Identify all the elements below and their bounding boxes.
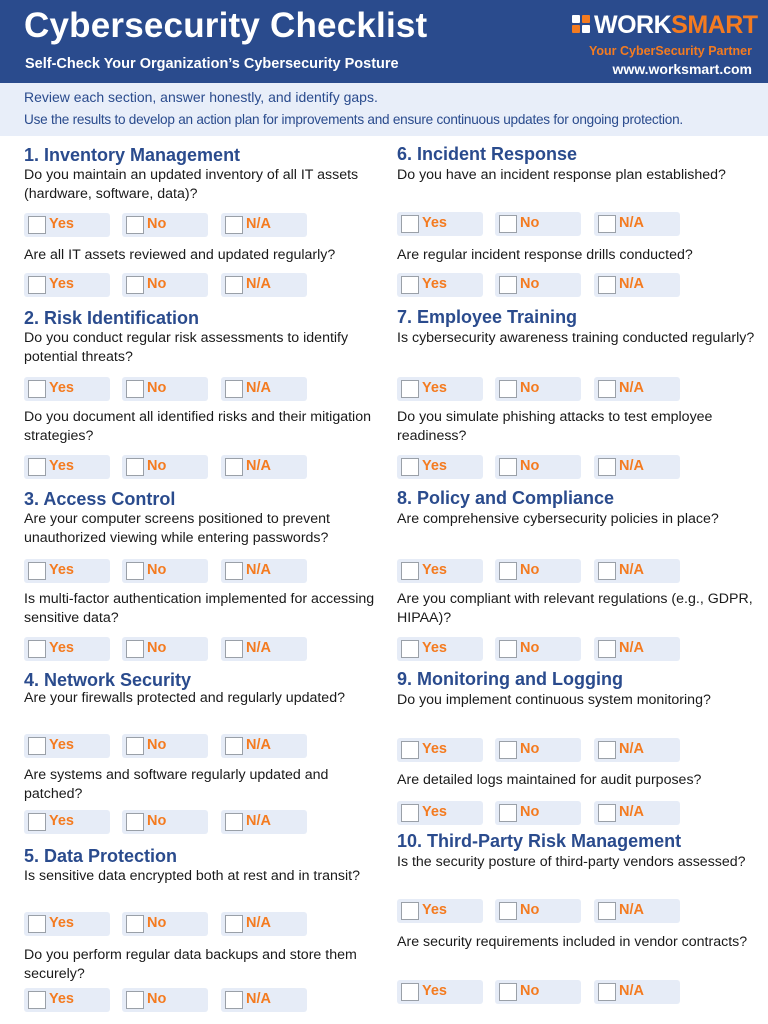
option-label: N/A xyxy=(619,804,644,820)
checkbox-yes[interactable] xyxy=(401,215,419,233)
checkbox-no[interactable] xyxy=(499,640,517,658)
checkbox-na[interactable] xyxy=(225,380,243,398)
option-yes[interactable] xyxy=(397,738,483,762)
checkbox-na[interactable] xyxy=(225,458,243,476)
checkbox-yes[interactable] xyxy=(28,991,46,1009)
option-yes[interactable] xyxy=(24,377,110,401)
option-na[interactable] xyxy=(594,801,680,825)
checkbox-yes[interactable] xyxy=(401,741,419,759)
checkbox-no[interactable] xyxy=(126,737,144,755)
checkbox-na[interactable] xyxy=(225,813,243,831)
section-title: 9. Monitoring and Logging xyxy=(397,669,623,689)
section-title: 3. Access Control xyxy=(24,489,176,509)
question-text: Do you simulate phishing attacks to test employee readiness? xyxy=(397,409,713,444)
option-label: Yes xyxy=(422,215,447,231)
option-label: No xyxy=(147,737,167,753)
checkbox-yes[interactable] xyxy=(28,915,46,933)
checkbox-na[interactable] xyxy=(598,902,616,920)
option-no[interactable] xyxy=(495,980,581,1004)
option-label: No xyxy=(520,562,540,578)
option-na[interactable] xyxy=(594,273,680,297)
checkbox-no[interactable] xyxy=(126,991,144,1009)
checkbox-yes[interactable] xyxy=(28,737,46,755)
checkbox-no[interactable] xyxy=(499,741,517,759)
option-yes[interactable] xyxy=(24,637,110,661)
option-no[interactable] xyxy=(495,559,581,583)
checkbox-no[interactable] xyxy=(499,562,517,580)
option-no[interactable] xyxy=(495,377,581,401)
option-na[interactable] xyxy=(594,637,680,661)
checkbox-na[interactable] xyxy=(598,804,616,822)
checkbox-yes[interactable] xyxy=(401,562,419,580)
option-label: No xyxy=(147,640,167,656)
checkbox-na[interactable] xyxy=(225,915,243,933)
option-label: Yes xyxy=(422,902,447,918)
option-label: No xyxy=(147,991,167,1007)
option-label: N/A xyxy=(246,458,271,474)
option-label: Yes xyxy=(422,458,447,474)
checkbox-yes[interactable] xyxy=(28,458,46,476)
checkbox-no[interactable] xyxy=(126,458,144,476)
question-text: Are all IT assets reviewed and updated regularly? xyxy=(24,247,336,263)
website-url: www.worksmart.com xyxy=(612,61,752,77)
checkbox-na[interactable] xyxy=(598,215,616,233)
option-no[interactable] xyxy=(122,734,208,758)
option-no[interactable] xyxy=(122,559,208,583)
option-na[interactable] xyxy=(221,810,307,834)
option-label: No xyxy=(147,216,167,232)
option-na[interactable] xyxy=(221,377,307,401)
option-label: No xyxy=(520,983,540,999)
section-title: 6. Incident Response xyxy=(397,144,578,164)
question-text: Do you implement continuous system monitoring? xyxy=(397,692,711,708)
checkbox-yes[interactable] xyxy=(401,380,419,398)
option-yes[interactable] xyxy=(397,273,483,297)
checkbox-no[interactable] xyxy=(499,276,517,294)
checkbox-na[interactable] xyxy=(225,562,243,580)
question-text: Are you compliant with relevant regulations (e.g., GDPR, HIPAA)? xyxy=(397,591,753,626)
checkbox-yes[interactable] xyxy=(401,902,419,920)
page-title: Cybersecurity Checklist xyxy=(24,6,428,45)
option-yes[interactable] xyxy=(397,637,483,661)
question-text: Are comprehensive cybersecurity policies in place? xyxy=(397,511,719,527)
option-label: No xyxy=(147,562,167,578)
checkbox-yes[interactable] xyxy=(401,276,419,294)
checkbox-yes[interactable] xyxy=(401,640,419,658)
option-label: No xyxy=(520,804,540,820)
question-text: Do you maintain an updated inventory of all IT assets (hardware, software, data)? xyxy=(24,167,359,202)
checkbox-no[interactable] xyxy=(499,215,517,233)
page-subtitle: Self-Check Your Organization’s Cybersecurity Posture xyxy=(25,56,399,72)
option-yes[interactable] xyxy=(397,377,483,401)
logo-mark-icon xyxy=(572,15,591,34)
option-label: No xyxy=(520,902,540,918)
option-label: Yes xyxy=(49,640,74,656)
checkbox-yes[interactable] xyxy=(401,458,419,476)
option-label: Yes xyxy=(49,216,74,232)
option-label: Yes xyxy=(49,737,74,753)
section-title: 7. Employee Training xyxy=(397,307,578,327)
question-text: Is multi-factor authentication implemented for accessing sensitive data? xyxy=(24,591,375,626)
question-text: Do you conduct regular risk assessments to identify potential threats? xyxy=(24,330,349,365)
option-no[interactable] xyxy=(122,213,208,237)
checkbox-no[interactable] xyxy=(126,562,144,580)
question-text: Are detailed logs maintained for audit purposes? xyxy=(397,772,702,788)
option-no[interactable] xyxy=(495,273,581,297)
option-label: No xyxy=(520,380,540,396)
checkbox-yes[interactable] xyxy=(28,276,46,294)
option-no[interactable] xyxy=(495,899,581,923)
option-yes[interactable] xyxy=(397,559,483,583)
option-yes[interactable] xyxy=(24,273,110,297)
option-yes[interactable] xyxy=(24,455,110,479)
option-na[interactable] xyxy=(221,912,307,936)
option-label: N/A xyxy=(619,276,644,292)
option-label: No xyxy=(520,215,540,231)
checkbox-yes[interactable] xyxy=(28,380,46,398)
option-no[interactable] xyxy=(122,988,208,1012)
option-na[interactable] xyxy=(221,734,307,758)
question-text: Is sensitive data encrypted both at rest and in transit? xyxy=(24,868,360,884)
option-na[interactable] xyxy=(221,559,307,583)
option-yes[interactable] xyxy=(397,212,483,236)
option-no[interactable] xyxy=(122,273,208,297)
checkbox-no[interactable] xyxy=(499,902,517,920)
option-na[interactable] xyxy=(221,213,307,237)
checkbox-na[interactable] xyxy=(225,216,243,234)
option-label: No xyxy=(520,276,540,292)
option-label: Yes xyxy=(49,915,74,931)
option-label: No xyxy=(147,813,167,829)
option-yes[interactable] xyxy=(24,912,110,936)
option-label: Yes xyxy=(49,991,74,1007)
checkbox-na[interactable] xyxy=(598,741,616,759)
option-no[interactable] xyxy=(122,912,208,936)
question-text: Is the security posture of third-party vendors assessed? xyxy=(397,854,746,870)
option-label: No xyxy=(520,640,540,656)
option-no[interactable] xyxy=(495,738,581,762)
checkbox-yes[interactable] xyxy=(28,813,46,831)
option-label: No xyxy=(147,276,167,292)
section-title: 10. Third-Party Risk Management xyxy=(397,831,682,851)
checkbox-na[interactable] xyxy=(598,983,616,1001)
intro-line-2: Use the results to develop an action plan for improvements and ensure continuous updates for ongoing protection. xyxy=(24,112,683,127)
checkbox-no[interactable] xyxy=(126,915,144,933)
option-label: N/A xyxy=(246,915,271,931)
option-label: Yes xyxy=(49,562,74,578)
option-na[interactable] xyxy=(594,455,680,479)
option-label: N/A xyxy=(246,562,271,578)
option-yes[interactable] xyxy=(24,734,110,758)
checkbox-na[interactable] xyxy=(598,640,616,658)
question-text: Are regular incident response drills conducted? xyxy=(397,247,693,263)
option-label: N/A xyxy=(619,640,644,656)
option-label: Yes xyxy=(49,813,74,829)
checkbox-no[interactable] xyxy=(126,276,144,294)
intro-line-1: Review each section, answer honestly, and identify gaps. xyxy=(24,89,378,105)
option-label: Yes xyxy=(422,983,447,999)
option-no[interactable] xyxy=(495,801,581,825)
option-no[interactable] xyxy=(122,637,208,661)
question-text: Are your computer screens positioned to prevent unauthorized viewing while entering passwords? xyxy=(24,511,330,546)
option-label: N/A xyxy=(246,216,271,232)
option-label: No xyxy=(147,380,167,396)
option-no[interactable] xyxy=(122,455,208,479)
question-text: Is cybersecurity awareness training conducted regularly? xyxy=(397,330,755,346)
checkbox-yes[interactable] xyxy=(401,983,419,1001)
checkbox-yes[interactable] xyxy=(28,216,46,234)
section-title: 1. Inventory Management xyxy=(24,145,241,165)
checkbox-na[interactable] xyxy=(598,562,616,580)
option-yes[interactable] xyxy=(397,455,483,479)
option-label: No xyxy=(520,741,540,757)
option-label: N/A xyxy=(619,902,644,918)
checkbox-no[interactable] xyxy=(499,983,517,1001)
option-na[interactable] xyxy=(594,738,680,762)
option-label: N/A xyxy=(246,276,271,292)
checkbox-yes[interactable] xyxy=(28,640,46,658)
option-yes[interactable] xyxy=(24,213,110,237)
option-na[interactable] xyxy=(594,899,680,923)
checkbox-no[interactable] xyxy=(126,216,144,234)
option-label: Yes xyxy=(49,276,74,292)
option-label: Yes xyxy=(422,640,447,656)
checkbox-na[interactable] xyxy=(598,276,616,294)
option-na[interactable] xyxy=(221,455,307,479)
logo-tagline: Your CyberSecurity Partner xyxy=(588,44,752,58)
option-label: N/A xyxy=(619,380,644,396)
option-label: No xyxy=(147,915,167,931)
intro-band xyxy=(0,83,768,136)
option-na[interactable] xyxy=(221,988,307,1012)
checkbox-na[interactable] xyxy=(225,991,243,1009)
worksmart-logo xyxy=(572,10,758,80)
question-text: Do you document all identified risks and their mitigation strategies? xyxy=(24,409,371,444)
question-text: Are your firewalls protected and regularly updated? xyxy=(24,690,345,706)
checkbox-no[interactable] xyxy=(499,804,517,822)
option-no[interactable] xyxy=(122,377,208,401)
section-title: 5. Data Protection xyxy=(24,846,178,866)
option-no[interactable] xyxy=(495,455,581,479)
checkbox-na[interactable] xyxy=(598,458,616,476)
option-label: N/A xyxy=(619,741,644,757)
option-no[interactable] xyxy=(495,212,581,236)
option-label: N/A xyxy=(246,640,271,656)
question-text: Do you perform regular data backups and store them securely? xyxy=(24,947,357,982)
option-yes[interactable] xyxy=(24,988,110,1012)
question-text: Do you have an incident response plan established? xyxy=(397,167,726,183)
header-banner xyxy=(0,0,768,83)
option-label: N/A xyxy=(619,983,644,999)
option-no[interactable] xyxy=(122,810,208,834)
option-na[interactable] xyxy=(594,377,680,401)
checkbox-yes[interactable] xyxy=(28,562,46,580)
option-label: N/A xyxy=(246,737,271,753)
option-label: N/A xyxy=(246,813,271,829)
option-label: No xyxy=(520,458,540,474)
option-label: N/A xyxy=(246,991,271,1007)
section-title: 8. Policy and Compliance xyxy=(397,488,615,508)
option-label: N/A xyxy=(619,458,644,474)
option-yes[interactable] xyxy=(24,810,110,834)
option-label: Yes xyxy=(422,276,447,292)
logo-wordmark: WORKSMART xyxy=(594,11,758,39)
option-yes[interactable] xyxy=(397,801,483,825)
option-no[interactable] xyxy=(495,637,581,661)
option-label: Yes xyxy=(422,741,447,757)
option-label: Yes xyxy=(422,380,447,396)
option-label: No xyxy=(147,458,167,474)
option-yes[interactable] xyxy=(24,559,110,583)
checkbox-yes[interactable] xyxy=(401,804,419,822)
section-title: 2. Risk Identification xyxy=(24,308,200,328)
option-label: N/A xyxy=(619,562,644,578)
question-text: Are security requirements included in vendor contracts? xyxy=(397,934,748,950)
checkbox-no[interactable] xyxy=(499,458,517,476)
option-na[interactable] xyxy=(221,273,307,297)
option-label: Yes xyxy=(422,804,447,820)
checkbox-no[interactable] xyxy=(499,380,517,398)
option-na[interactable] xyxy=(594,212,680,236)
checkbox-na[interactable] xyxy=(225,737,243,755)
option-na[interactable] xyxy=(221,637,307,661)
option-na[interactable] xyxy=(594,980,680,1004)
option-label: Yes xyxy=(49,458,74,474)
option-yes[interactable] xyxy=(397,899,483,923)
option-label: N/A xyxy=(246,380,271,396)
option-label: Yes xyxy=(49,380,74,396)
option-na[interactable] xyxy=(594,559,680,583)
option-label: N/A xyxy=(619,215,644,231)
checkbox-na[interactable] xyxy=(225,640,243,658)
section-title: 4. Network Security xyxy=(24,670,192,690)
question-text: Are systems and software regularly updated and patched? xyxy=(24,767,329,802)
checkbox-na[interactable] xyxy=(225,276,243,294)
checkbox-na[interactable] xyxy=(598,380,616,398)
checkbox-no[interactable] xyxy=(126,380,144,398)
option-label: Yes xyxy=(422,562,447,578)
option-yes[interactable] xyxy=(397,980,483,1004)
checkbox-no[interactable] xyxy=(126,813,144,831)
checkbox-no[interactable] xyxy=(126,640,144,658)
